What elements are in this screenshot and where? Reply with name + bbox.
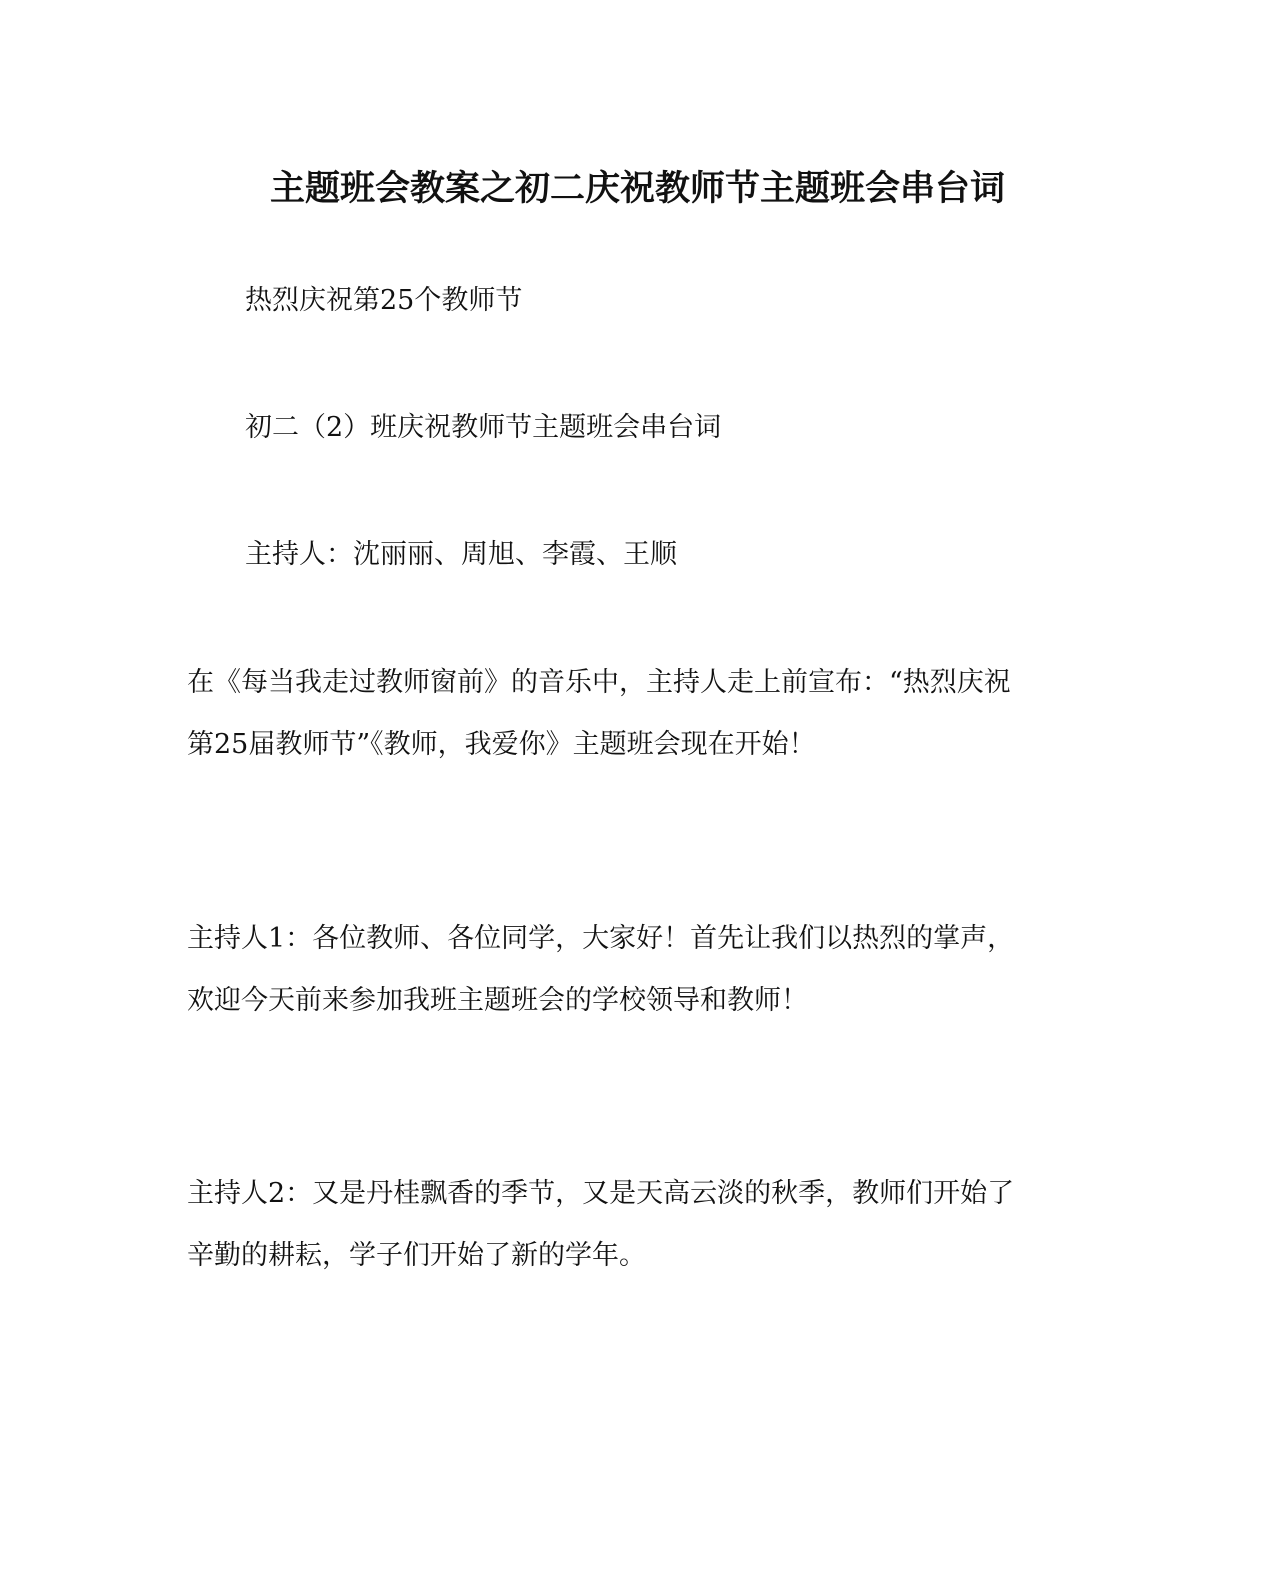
paragraph-line: 第25届教师节”《教师，我爱你》主题班会现在开始！ (187, 729, 816, 760)
paragraph-line: 在《每当我走过教师窗前》的音乐中，主持人走上前宣布：“热烈庆祝 (187, 667, 1011, 698)
paragraph-line: 辛勤的耕耘，学子们开始了新的学年。 (187, 1240, 646, 1271)
paragraph-line: 主持人2：又是丹桂飘香的季节，又是天高云淡的秋季，教师们开始了 (187, 1178, 1015, 1209)
subheading-celebration: 热烈庆祝第25个教师节 (245, 285, 523, 316)
paragraph-line: 主持人1：各位教师、各位同学，大家好！首先让我们以热烈的掌声， (187, 923, 1015, 954)
subheading-class-script: 初二（2）班庆祝教师节主题班会串台词 (245, 412, 722, 443)
paragraph-host-2 (187, 1163, 1087, 1287)
subheading-hosts: 主持人：沈丽丽、周旭、李霞、王顺 (245, 539, 677, 570)
paragraph-host-1 (187, 908, 1087, 1032)
document-title: 主题班会教案之初二庆祝教师节主题班会串台词 (269, 168, 1005, 209)
paragraph-opening (187, 652, 1087, 776)
paragraph-line: 欢迎今天前来参加我班主题班会的学校领导和教师！ (187, 985, 808, 1016)
